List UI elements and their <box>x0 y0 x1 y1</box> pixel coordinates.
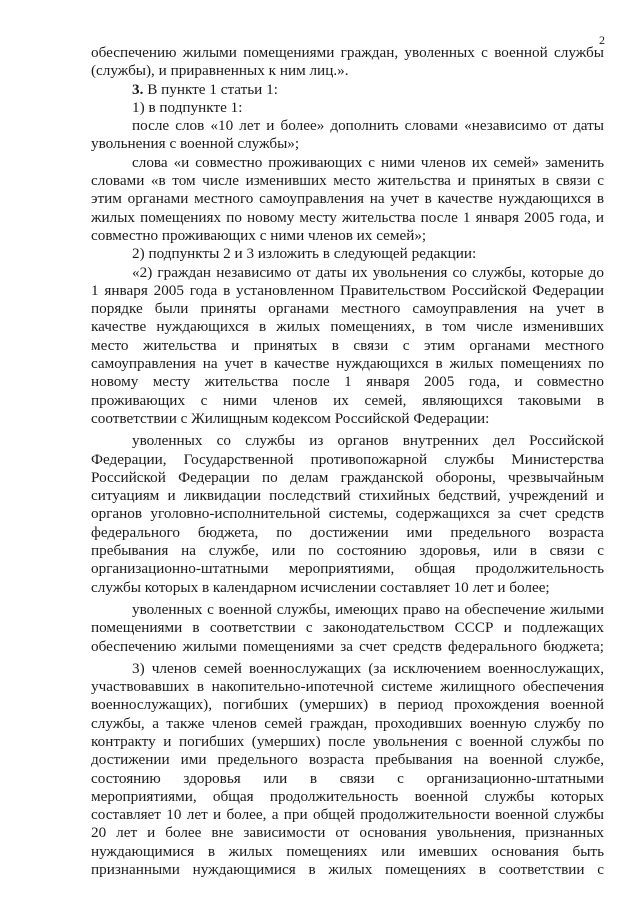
text-line <box>91 227 604 245</box>
text-line <box>91 245 604 263</box>
text-line <box>91 190 604 208</box>
text-line <box>91 715 604 733</box>
text-line <box>91 264 604 282</box>
text-line <box>91 824 604 842</box>
line-text: 20 лет и более вне зависимости от основания увольнения, признанных <box>91 824 604 842</box>
line-text: обеспечению жилыми помещениями граждан, уволенных с военной службы <box>91 44 604 61</box>
document-body <box>91 44 604 879</box>
line-text: после слов «10 лет и более» дополнить словами «независимо от даты <box>132 117 604 135</box>
text-line <box>91 81 604 99</box>
text-line <box>91 579 604 597</box>
page-number: 2 <box>599 33 605 47</box>
text-line <box>91 432 604 450</box>
text-line <box>91 806 604 824</box>
line-text: увольнения с военной службы»; <box>91 135 300 153</box>
line-text: Федерации, Государственной противопожарной службы Министерства <box>91 450 604 468</box>
line-text: службы, а также членов семей граждан, проходивших военную службу по <box>91 714 604 732</box>
line-text: этим органами местного самоуправления на учет в качестве нуждающихся в <box>91 190 604 208</box>
text-line <box>91 696 604 714</box>
text-line <box>91 392 604 410</box>
text-line <box>91 410 604 428</box>
text-line <box>91 99 604 117</box>
line-text: В пункте 1 статьи 1: <box>143 80 278 98</box>
text-line <box>91 843 604 861</box>
text-line <box>91 601 604 619</box>
line-text: военнослужащих), погибших (умерших) в период прохождения военной <box>91 696 604 714</box>
line-text: 3) членов семей военнослужащих (за исключением военнослужащих, <box>132 659 604 677</box>
line-text: проживающих с ними членов их семей, являющихся таковыми в <box>91 391 604 409</box>
text-line <box>91 638 604 656</box>
text-line <box>91 770 604 788</box>
text-line <box>91 154 604 172</box>
text-line <box>91 44 604 62</box>
line-text: совместно проживающих с ними членов их семей»; <box>91 226 427 244</box>
line-text: жилых помещениях по новому месту жительства после 1 января 2005 года, и <box>91 208 604 226</box>
line-text: Российской Федерации по делам гражданской обороны, чрезвычайным <box>91 468 604 486</box>
line-text: контракту и погибших (умерших) после увольнения с военной службы по <box>91 732 604 750</box>
text-line <box>91 451 604 469</box>
line-text: слова «и совместно проживающих с ними членов их семей» заменить <box>132 153 604 171</box>
text-line <box>91 117 604 135</box>
text-line <box>91 733 604 751</box>
text-line <box>91 282 604 300</box>
line-text: составляет 10 лет и более, а при общей продолжительности военной службы <box>91 806 604 824</box>
line-text: ситуациям и ликвидации последствий стихийных бедствий, учреждений и <box>91 487 604 505</box>
text-line <box>91 660 604 678</box>
text-line <box>91 172 604 190</box>
line-text: признанными нуждающимися в жилых помещениях в соответствии с <box>91 861 604 879</box>
text-line <box>91 678 604 696</box>
text-line <box>91 619 604 637</box>
line-text: состоянию здоровья или в связи с организационно-штатными <box>91 769 604 787</box>
line-text: мероприятиями, общая продолжительность военной службы которых <box>91 787 604 805</box>
line-text: достижении ими предельного возраста пребывания на военной службе, <box>91 751 604 769</box>
text-line <box>91 209 604 227</box>
text-line <box>91 355 604 373</box>
text-line <box>91 135 604 153</box>
line-text: обеспечению жилыми помещениями за счет средств федерального бюджета; <box>91 637 604 655</box>
line-text: место жительства и принятых в связи с этим органами местного <box>91 336 604 354</box>
line-text: уволенных со службы из органов внутренних дел Российской <box>132 432 604 450</box>
line-text: 1 января 2005 года в установленном Правительством Российской Федерации <box>91 281 604 299</box>
line-text: «2) граждан независимо от даты их увольнения со службы, которые до <box>132 263 604 281</box>
line-text: пребывания на службе, или по состоянию здоровья, или в связи с <box>91 542 604 560</box>
line-text: новому месту жительства после 1 января 2005 года, и совместно <box>91 373 604 391</box>
item-number: 3. <box>132 80 144 98</box>
text-line <box>91 861 604 879</box>
text-line <box>91 487 604 505</box>
line-text: органов уголовно-исполнительной системы, содержащихся за счет средств <box>91 505 604 523</box>
line-text: помещениями в соответствии с законодательством СССР и подлежащих <box>91 619 604 637</box>
line-text: (службы), и приравненных к ним лиц.». <box>91 62 349 80</box>
text-line <box>91 524 604 542</box>
text-line <box>91 542 604 560</box>
line-text: 2) подпункты 2 и 3 изложить в следующей редакции: <box>132 245 477 263</box>
text-line <box>91 751 604 769</box>
text-line <box>91 337 604 355</box>
line-text: организационно-штатными мероприятиями, общая продолжительность <box>91 560 604 578</box>
line-text: федерального бюджета, по достижении ими предельного возраста <box>91 523 604 541</box>
text-line <box>91 560 604 578</box>
text-line <box>91 469 604 487</box>
line-text: участвовавших в накопительно-ипотечной системе жилищного обеспечения <box>91 678 604 696</box>
text-line <box>91 62 604 80</box>
line-text: соответствии с Жилищным кодексом Российской Федерации: <box>91 409 490 427</box>
text-line <box>91 300 604 318</box>
line-text: 1) в подпункте 1: <box>132 98 243 116</box>
text-line <box>91 788 604 806</box>
line-text: качестве нуждающихся в жилых помещениях, в том числе изменивших <box>91 318 604 336</box>
line-text: уволенных с военной службы, имеющих право на обеспечение жилыми <box>132 600 604 618</box>
text-line <box>91 373 604 391</box>
line-text: службы которых в календарном исчислении составляет 10 лет и более; <box>91 578 550 596</box>
line-text: нуждающимися в жилых помещениях или имевших основания быть <box>91 842 604 860</box>
line-text: словами «в том числе изменивших место жительства и принятых в связи с <box>91 172 604 190</box>
text-line <box>91 318 604 336</box>
text-line <box>91 505 604 523</box>
line-text: самоуправления на учет в качестве нуждающихся в жилых помещениях по <box>91 355 604 373</box>
line-text: порядке были приняты органами местного самоуправления на учет в <box>91 300 604 318</box>
